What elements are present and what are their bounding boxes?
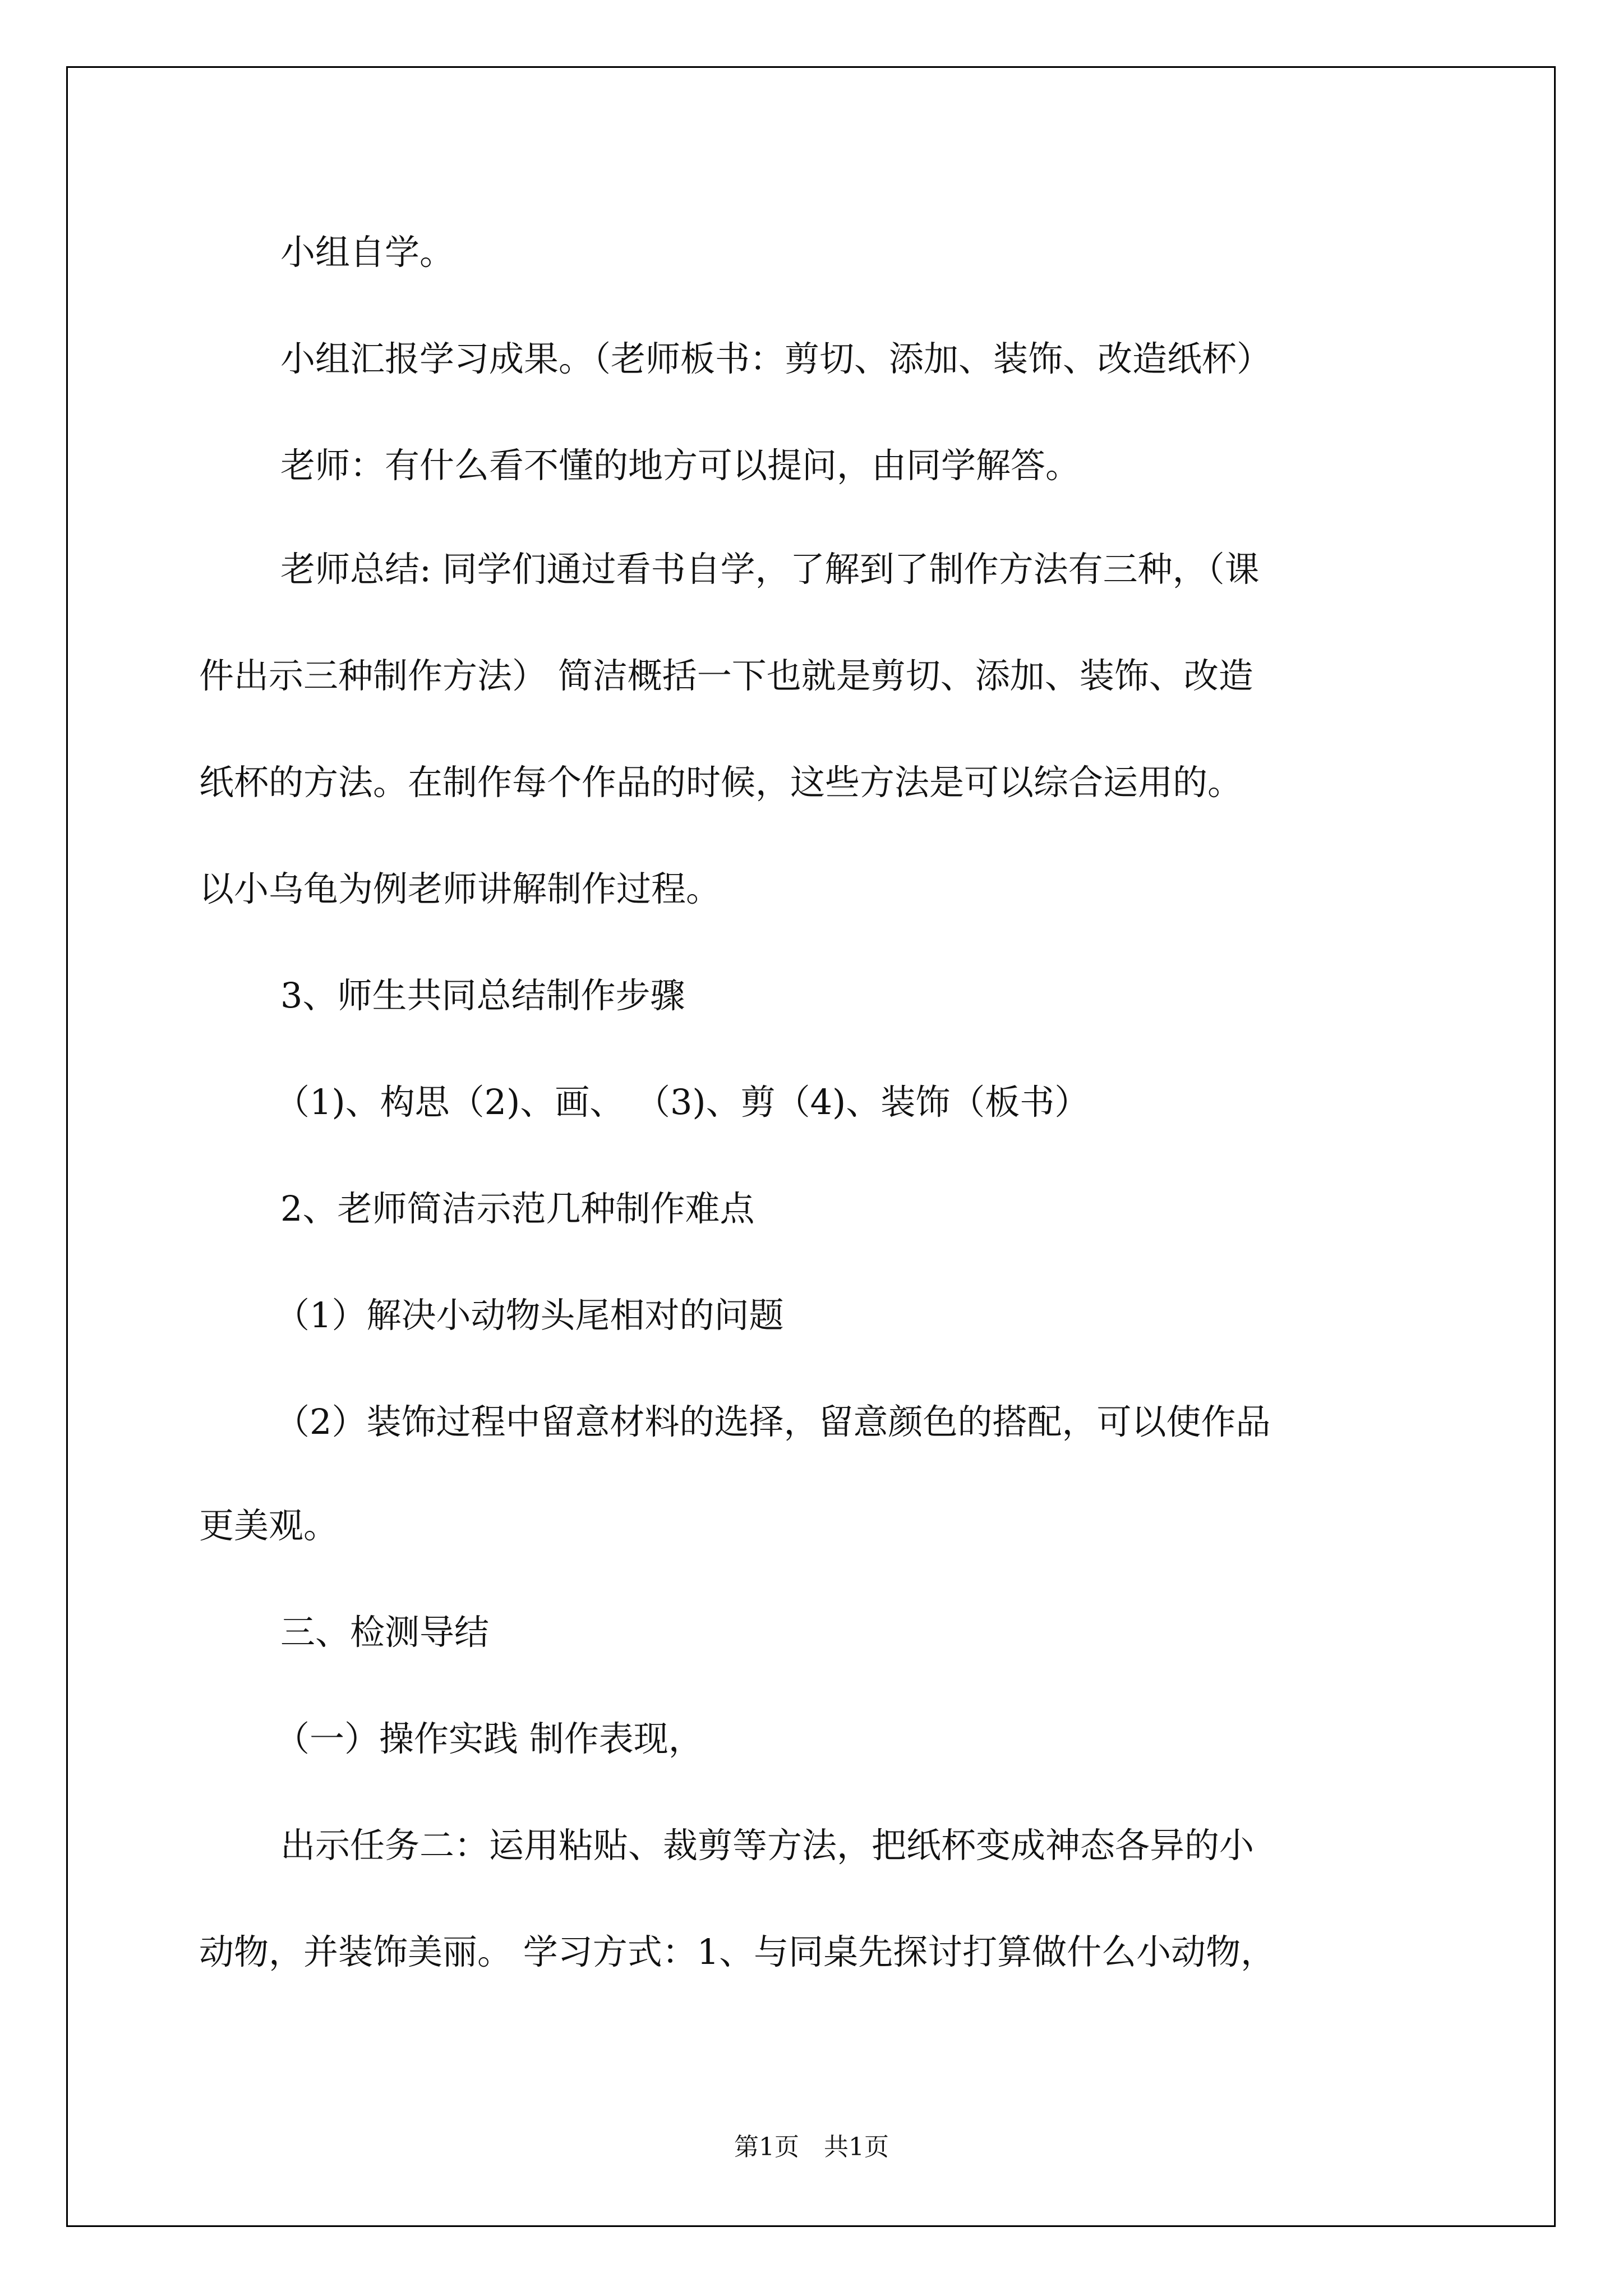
paragraph-line: 出示任务二：运用粘贴、裁剪等方法，把纸杯变成神态各异的小 (280, 1825, 1255, 1866)
paragraph-line: （2）装饰过程中留意材料的选择，留意颜色的搭配，可以使作品 (275, 1401, 1271, 1442)
paragraph-line: （1)、构思（2)、画、 （3)、剪（4)、装饰（板书） (275, 1082, 1090, 1122)
paragraph-line: 小组汇报学习成果。（老师板书：剪切、添加、装饰、改造纸杯） (280, 338, 1272, 379)
paragraph-line: 小组自学。 (280, 232, 455, 273)
paragraph-line: （一）操作实践 制作表现， (275, 1718, 703, 1759)
paragraph-line: （1）解决小动物头尾相对的问题 (275, 1295, 784, 1336)
paragraph-line: 老师：有什么看不懂的地方可以提问，由同学解答。 (280, 445, 1081, 486)
paragraph-line: 2、老师简洁示范几种制作难点 (280, 1188, 755, 1229)
paragraph-line: 动物，并装饰美丽。 学习方式：1、与同桌先探讨打算做什么小动物， (199, 1931, 1276, 1972)
paragraph-line: 三、检测导结 (280, 1612, 490, 1653)
paragraph-line: 更美观。 (199, 1505, 339, 1546)
paragraph-line: 纸杯的方法。在制作每个作品的时候，这些方法是可以综合运用的。 (199, 762, 1243, 803)
paragraph-line: 以小乌龟为例老师讲解制作过程。 (199, 868, 721, 909)
paragraph-line: 老师总结: 同学们通过看书自学，了解到了制作方法有三种，（课 (280, 549, 1260, 590)
page-footer: 第1页 共1页 (734, 2133, 889, 2161)
paragraph-line: 3、师生共同总结制作步骤 (280, 975, 685, 1016)
paragraph-line: 件出示三种制作方法） 简洁概括一下也就是剪切、添加、装饰、改造 (199, 655, 1253, 696)
page-border (66, 66, 1556, 2227)
